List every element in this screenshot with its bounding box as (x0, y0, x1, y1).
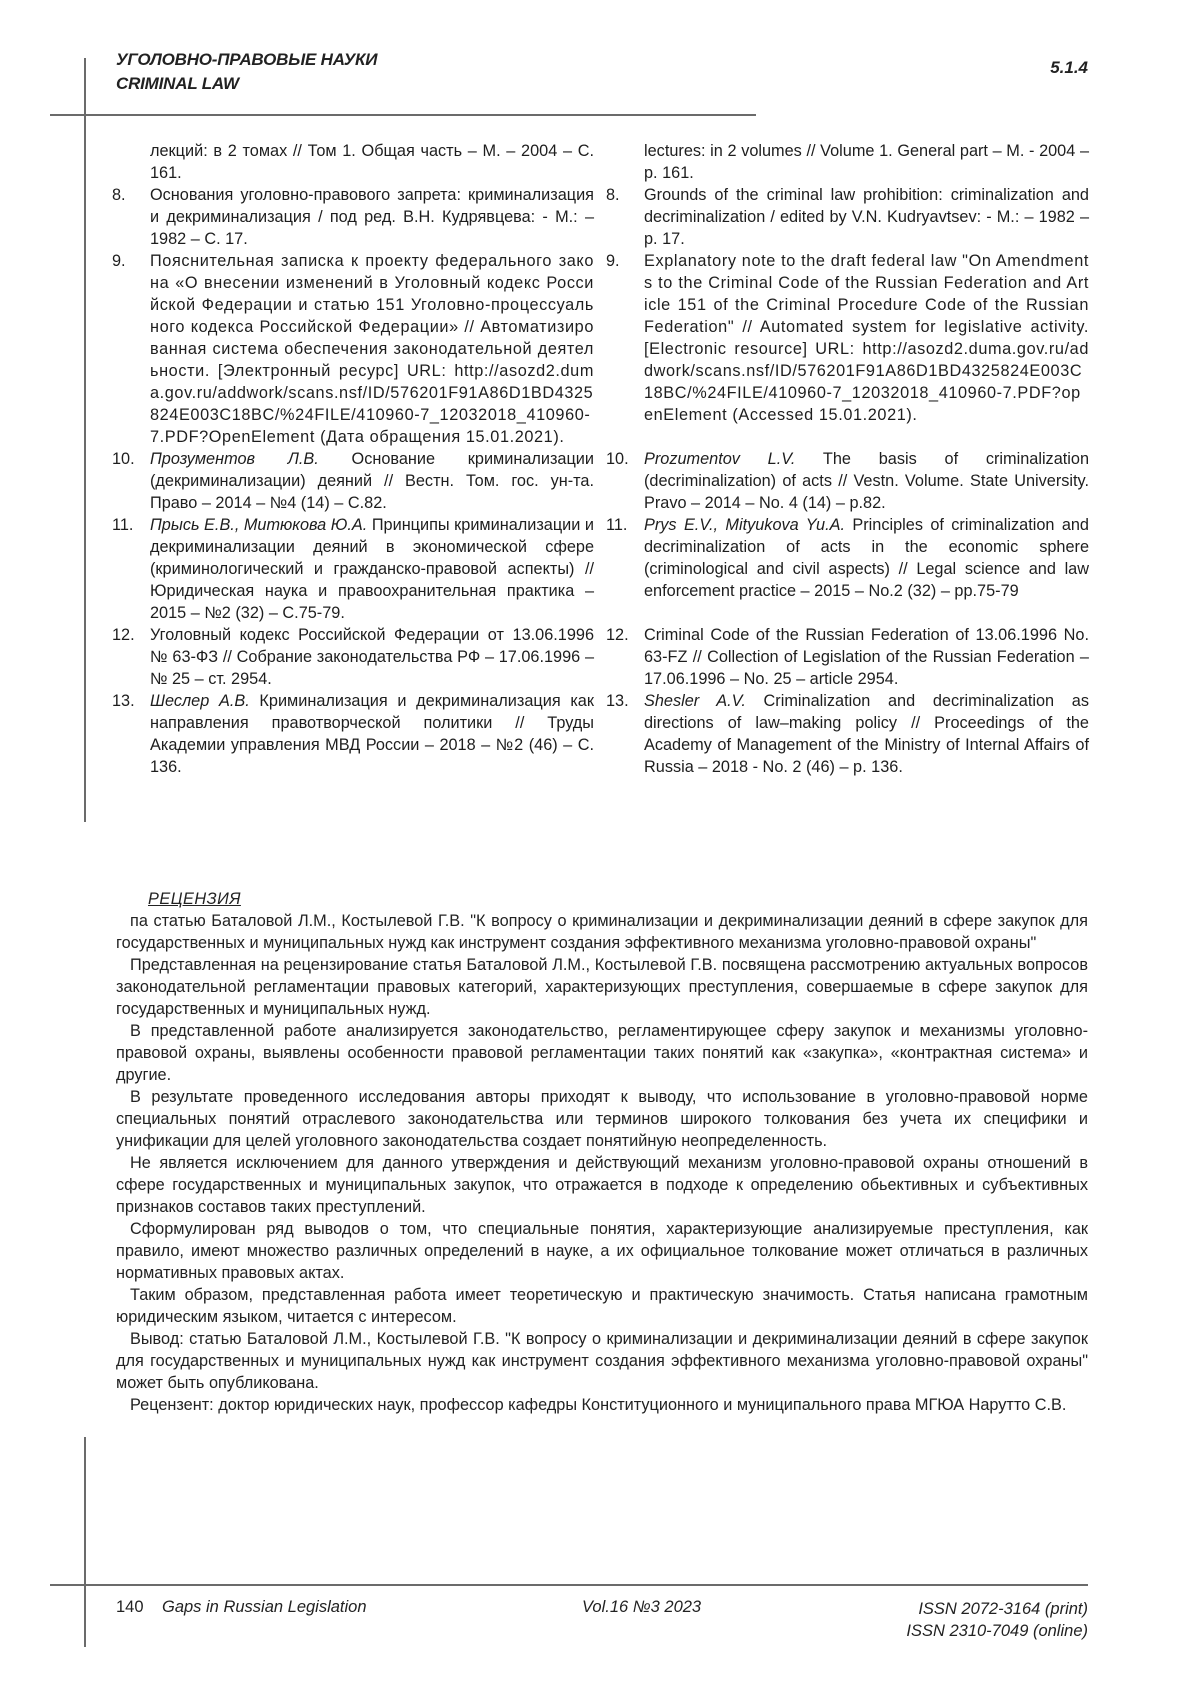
reference-text: Уголовный кодекс Российской Федерации от 13.06.1996 № 63-ФЗ // Собрание законодательства РФ – 17.06.1996 – № 25 – ст. 2954. (150, 626, 594, 688)
reference-number: 12. (112, 626, 135, 644)
reference-number: 11. (112, 516, 134, 534)
reference-author: Прозументов Л.В. (150, 450, 319, 468)
reference-number: 11. (606, 516, 628, 534)
reference-author: Шеслер А.В. (150, 692, 250, 710)
reference-number: 13. (112, 692, 135, 710)
header-rule (50, 114, 756, 116)
reference-item (112, 140, 594, 184)
review-paragraph: Представленная на рецензирование статья Баталовой Л.М., Костылевой Г.В. посвящена рассмотрению актуальных вопросов законодательной регламентации правовых категорий, характеризующих преступления, совершаемые в сфере закупок для государственных и муниципальных нужд. (116, 956, 1088, 1018)
reference-text: The basis of criminalization (decriminalization) of acts // Vestn. Volume. State University. Pravo – 2014 – No. 4 (14) – p.82. (644, 450, 1090, 512)
reference-text: Grounds of the criminal law prohibition: criminalization and decriminalization / edited by V.N. Kudryavtsev: - M.: – 1982 – p. 17. (644, 186, 1089, 248)
reviewer-signature: Рецензент: доктор юридических наук, профессор кафедры Конституционного и муниципального права МГЮА Нарутто С.В. (130, 1396, 1067, 1414)
reference-number: 10. (112, 450, 135, 468)
spacer (606, 602, 1089, 624)
reference-text: Principles of criminalization and decriminalization of acts in the economic sphere (criminological and civil aspects) // Legal science and law enforcement practice – 2015 – No.2 (32) – pp.75-79 (644, 516, 1089, 600)
reference-author: Shesler A.V. (644, 692, 746, 710)
review-title: РЕЦЕНЗИЯ (148, 890, 241, 908)
reference-text: Criminal Code of the Russian Federation of 13.06.1996 No. 63-FZ // Collection of Legislation of the Russian Federation – 17.06.1996 – No. 25 – article 2954. (644, 626, 1089, 688)
reference-author: Prys E.V., Mityukova Yu.A. (644, 516, 845, 534)
review-paragraph: Сформулирован ряд выводов о том, что специальные понятия, характеризующие анализируемые преступления, как правило, имеют множество различных определений в науке, а их официальное толкование может отличаться в различных нормативных правовых актах. (116, 1220, 1088, 1282)
section-title-ru: УГОЛОВНО-ПРАВОВЫЕ НАУКИ (116, 50, 378, 69)
reference-item (606, 250, 1089, 426)
reference-item (112, 250, 594, 448)
review-paragraph: Таким образом, представленная работа имеет теоретическую и практическую значимость. Статья написана грамотным юридическим языком, читается с интересом. (116, 1286, 1088, 1326)
review-paragraph: В результате проведенного исследования авторы приходят к выводу, что использование в уголовно-правовой норме специальных понятий отраслевого законодательства или терминов широкого толкования без учета их специфики и унификации для целей уголовного законодательства создает понятийную неопределенность. (116, 1088, 1088, 1150)
reference-item (606, 140, 1089, 184)
reference-item (112, 448, 594, 514)
issn-block (906, 1598, 1088, 1642)
reference-item (606, 690, 1089, 778)
reference-number: 12. (606, 626, 629, 644)
references-en (606, 140, 1089, 778)
reference-text: Принципы криминализации и декриминализации деяний в экономической сфере (криминологический и гражданско-правовой аспекты) // Юридическая наука и правоохранительная практика – 2015 – №2 (32) – С.75-79. (150, 516, 594, 622)
reference-text: Explanatory note to the draft federal law "On Amendments to the Criminal Code of the Russian Federation and Article 151 of the Criminal Procedure Code of the Russian Federation" // Automated system for legislative activity. [Electronic resource] URL: http://asozd2.duma.gov.ru/addwork/scans.nsf/ID/576201F91A86D1BD4325824E003C18BC/%24FILE/410960-7_12032018_410960-7.PDF?openElement (Accessed 15.01.2021). (644, 252, 1089, 424)
spacer (606, 426, 1089, 448)
reference-author: Prozumentov L.V. (644, 450, 796, 468)
reference-number: 10. (606, 450, 629, 468)
reference-text: Criminalization and decriminalization as directions of law–making policy // Proceedings of the Academy of Management of the Ministry of Internal Affairs of Russia – 2018 - No. 2 (46) – p. 136. (644, 692, 1090, 776)
page-number: 140 (116, 1598, 144, 1616)
reference-item (112, 514, 594, 624)
section-code: 5.1.4 (1050, 58, 1088, 77)
reference-number: 9. (606, 252, 620, 270)
reference-text: Основание криминализации (декриминализации) деяний // Вестн. Том. гос. ун-та. Право – 2014 – №4 (14) – С.82. (150, 450, 594, 512)
section-title-en: CRIMINAL LAW (116, 74, 239, 93)
references-ru (112, 140, 594, 778)
footer-rule (50, 1584, 1088, 1586)
reference-item (606, 448, 1089, 514)
review-paragraph: Не является исключением для данного утверждения и действующий механизм уголовно-правовой охраны отношений в сфере государственных и муниципальных закупок, что отражается в подходе к определению обьективных и субъективных признаков составов таких преступлений. (116, 1154, 1088, 1216)
reference-item (606, 184, 1089, 250)
margin-rule-top (84, 58, 86, 822)
reference-author: Прысь Е.В., Митюкова Ю.А. (150, 516, 368, 534)
reference-number: 8. (606, 186, 620, 204)
issn-online: ISSN 2310-7049 (online) (906, 1622, 1088, 1640)
review-paragraph: па статью Баталовой Л.М., Костылевой Г.В. "К вопросу о криминализации и декриминализации деяний в сфере закупок для государственных и муниципальных нужд как инструмент создания эффективного механизма уголовно-правовой охраны" (116, 912, 1088, 952)
margin-rule-bottom (84, 1437, 86, 1647)
journal-name: Gaps in Russian Legislation (162, 1598, 367, 1616)
reference-number: 8. (112, 186, 126, 204)
reference-text: Криминализация и декриминализация как направления правотворческой политики // Труды Академии управления МВД России – 2018 – №2 (46) – С. 136. (150, 692, 594, 776)
reference-number: 13. (606, 692, 629, 710)
reference-item (112, 690, 594, 778)
issn-print: ISSN 2072-3164 (print) (918, 1600, 1088, 1618)
volume-issue: Vol.16 №3 2023 (582, 1598, 702, 1616)
reference-item (606, 624, 1089, 690)
reference-number: 9. (112, 252, 126, 270)
review-paragraph: Вывод: статью Баталовой Л.М., Костылевой Г.В. "К вопросу о криминализации и декриминализации деяний в сфере закупок для государственных и муниципальных нужд как инструмент создания эффективного механизма уголовно-правовой охраны" может быть опубликована. (116, 1330, 1088, 1392)
reference-item (112, 624, 594, 690)
reference-text: Основания уголовно-правового запрета: криминализация и декриминализация / под ред. В.Н. Кудрявцева: - М.: – 1982 – С. 17. (150, 186, 594, 248)
reference-text: лекций: в 2 томах // Том 1. Общая часть – М. – 2004 – С. 161. (150, 142, 594, 182)
reference-text: Пояснительная записка к проекту федерального закона «О внесении изменений в Уголовный кодекс Российской Федерации и статью 151 Уголовно-процессуального кодекса Российской Федерации» // Автоматизированная система обеспечения законодательной деятельности. [Электронный ресурс] URL: http://asozd2.duma.gov.ru/addwork/scans.nsf/ID/576201F91A86D1BD4325824E003C18BC/%24FILE/410960-7_12032018_410960-7.PDF?OpenElement (Дата обращения 15.01.2021). (150, 252, 594, 446)
reference-item (606, 514, 1089, 602)
review-section (116, 888, 1088, 1416)
reference-item (112, 184, 594, 250)
reference-text: lectures: in 2 volumes // Volume 1. General part – M. - 2004 – p. 161. (644, 142, 1089, 182)
review-paragraph: В представленной работе анализируется законодательство, регламентирующее сферу закупок и механизмы уголовно-правовой охраны, выявлены особенности правовой регламентации таких понятий как «закупка», «контрактная система» и другие. (116, 1022, 1088, 1084)
